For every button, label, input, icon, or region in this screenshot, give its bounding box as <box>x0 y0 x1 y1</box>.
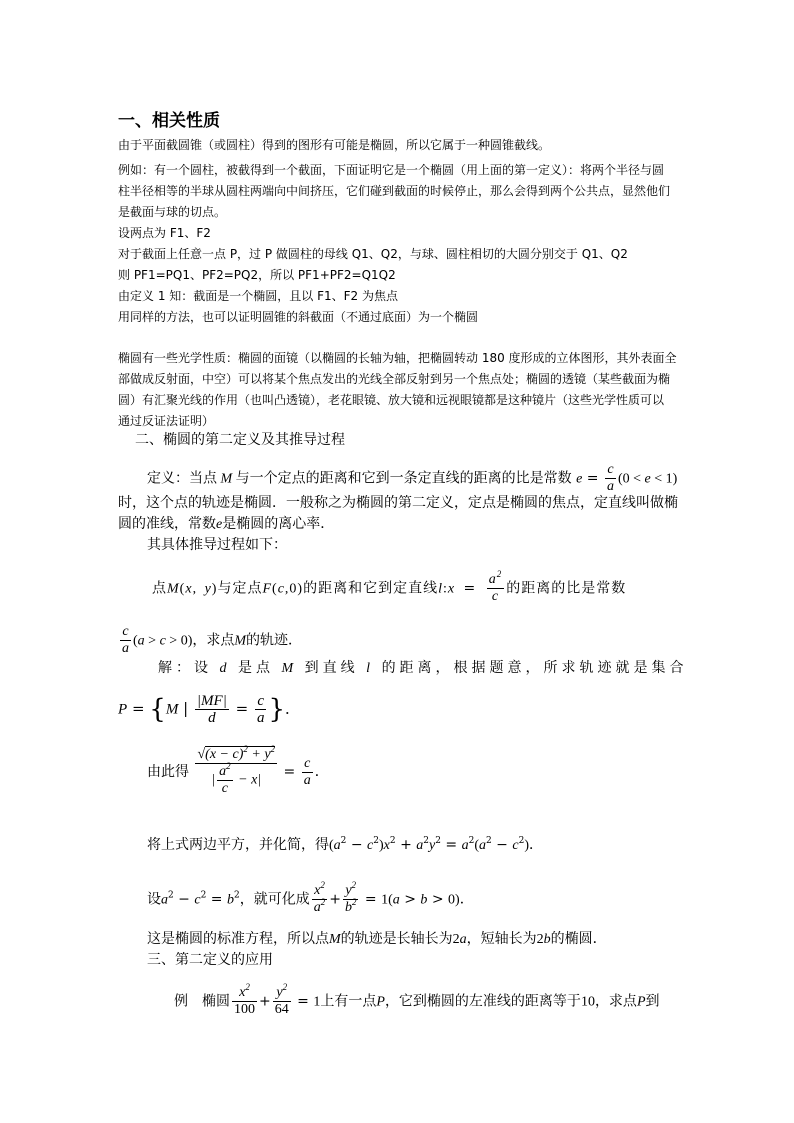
text-line: 则 PF1=PQ1、PF2=PQ2，所以 PF1+PF2=Q1Q2 <box>118 268 396 282</box>
section3-heading: 三、第二定义的应用 <box>147 952 273 968</box>
text-line: 通过反证法证明） <box>118 414 215 428</box>
text-line: 设两点为 F1、F2 <box>118 226 211 240</box>
standard-form: 设$a^2 - c^2 = b^2$，就可化成 $\frac{x^2}{a^2}$ + $\frac{y^2}{b^2}$ = 1(a > b > 0)． <box>147 880 474 915</box>
text-line: 椭圆有一些光学性质：椭圆的面镜（以椭圆的长轴为轴，把椭圆转动 180 度形成的立体图形，其外表面全 <box>118 351 677 365</box>
section1-heading: 一、相关性质 <box>118 111 220 131</box>
text-line: 例如：有一个圆柱，被截得到一个截面，下面证明它是一个椭圆（用上面的第一定义）：将两个半径与圆 <box>118 163 665 177</box>
text-line: 对于截面上任意一点 P，过 P 做圆柱的母线 Q1、Q2，与球、圆柱相切的大圆分别交于 Q1、Q2 <box>118 247 628 261</box>
definition-line-3: 圆的准线，常数e是椭圆的离心率． <box>118 516 335 532</box>
process-intro: 其具体推导过程如下： <box>147 537 287 553</box>
solution-line-1: 解：设 d 是点 M 到直线 l 的距离，根据题意，所求轨迹就是集合 <box>158 660 688 676</box>
definition-line-2: 时，这个点的轨迹是椭圆．一般称之为椭圆的第二定义，定点是椭圆的焦点，定直线叫做椭 <box>118 495 678 511</box>
section2-heading: 二、椭圆的第二定义及其推导过程 <box>135 432 345 448</box>
text-line: 部做成反射面，中空）可以将某个焦点发出的光线全部反射到另一个焦点处；椭圆的透镜（某些截面为椭 <box>118 372 671 386</box>
example-line: 例 椭圆 $\frac{x^2}{100}$ + $\frac{y^2}{64}$ = 1上有一点P，它到椭圆的左准线的距离等于10，求点P到 <box>174 982 660 1017</box>
definition-line-1: 定义：当点 M 与一个定点的距离和它到一条定直线的距离的比是常数 e = $\frac{c}{a}$ (0 < e < 1) <box>147 462 678 494</box>
text-line: 圆）有汇聚光线的作用（也叫凸透镜），老花眼镜、放大镜和远视眼镜都是这种镜片（这些光学性质可以 <box>118 393 665 407</box>
text-line: 柱半径相等的半球从圆柱两端向中间挤压，它们碰到截面的时候停止，那么会得到两个公共点，显然他们 <box>118 184 671 198</box>
problem-line-1: 点M(x, y)与定点F(c,0)的距离和它到定直线l:x = $\frac{a^2}{c}$ 的距离的比是常数 <box>152 569 627 604</box>
text-line: 由定义 1 知：截面是一个椭圆，且以 F1、F2 为焦点 <box>118 289 398 303</box>
squared-equation: 将上式两边平方，并化简，得$(a^2 - c^2)x^2 + a^2y^2 = a^2(a^2 - c^2)$． <box>147 836 543 853</box>
distance-equation: 由此得 $√(x - c)^2 + y^2$ | $\frac{a^2}{c}$ − x| = $\frac{c}{a}$ ． <box>147 744 329 796</box>
problem-line-2: $\frac{c}{a}$ (a > c > 0)，求点M的轨迹． <box>122 624 303 656</box>
conclusion-line: 这是椭圆的标准方程，所以点M的轨迹是长轴长为2a，短轴长为2b的椭圆． <box>147 931 607 947</box>
text-line: 是截面与球的切点。 <box>118 205 227 219</box>
text-line: 由于平面截圆锥（或圆柱）得到的图形有可能是椭圆，所以它属于一种圆锥截线。 <box>118 138 551 152</box>
text-line: 用同样的方法，也可以证明圆锥的斜截面（不通过底面）为一个椭圆 <box>118 310 479 324</box>
set-expression: P = {M | $\frac{|MF|}{d}$ = $\frac{c}{a}$ }． <box>118 693 301 726</box>
